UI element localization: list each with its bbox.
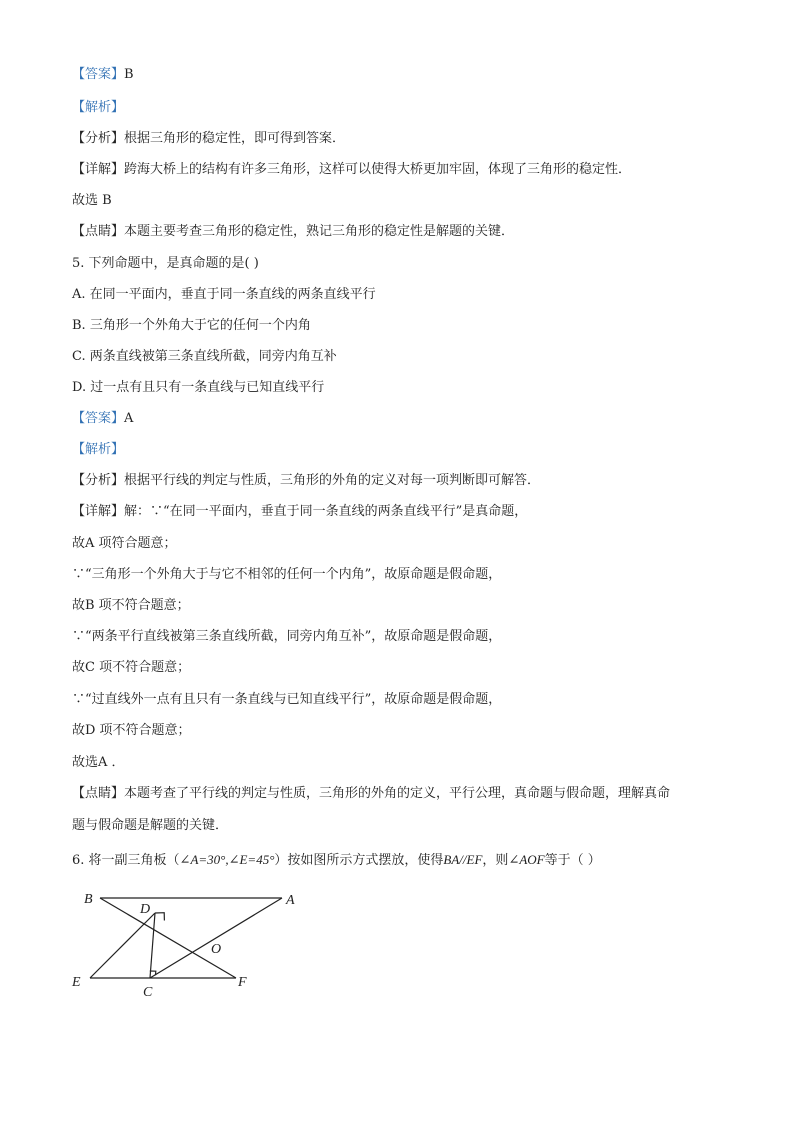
label-d: D bbox=[140, 902, 151, 917]
dianjing-text: 本题主要考查三角形的稳定性，熟记三角形的稳定性是解题的关键． bbox=[124, 224, 515, 239]
q6-angle: ∠AOF bbox=[508, 852, 545, 867]
q5-option-d: D. 过一点有且只有一条直线与已知直线平行 bbox=[72, 380, 325, 395]
q6-stem-part-b: ）按如图所示方式摆放，使得 bbox=[274, 853, 444, 868]
label-f: F bbox=[238, 975, 247, 990]
q6-stem bbox=[72, 852, 601, 869]
q5-stem: 5. 下列命题中，是真命题的是( ) bbox=[72, 256, 259, 271]
q4-fenxi-line bbox=[72, 131, 345, 147]
q5-answer-line bbox=[72, 411, 133, 427]
analysis-tag: 【解析】 bbox=[72, 442, 125, 457]
xiangjie-text: 跨海大桥上的结构有许多三角形，这样可以使得大桥更加牢固，体现了三角形的稳定性． bbox=[124, 162, 632, 177]
q6-stem-part-d: 等于（ ） bbox=[544, 853, 601, 868]
label-b: B bbox=[84, 892, 93, 907]
dianjing-text: 本题考查了平行线的判定与性质，三角形的外角的定义，平行公理，真命题与假命题，理解真命 bbox=[124, 786, 671, 801]
q5-detail-line-8: 故选A ． bbox=[72, 755, 125, 770]
xiangjie-text: 解：∵“在同一平面内，垂直于同一条直线的两条直线平行”是真命题， bbox=[124, 504, 528, 519]
analysis-tag: 【解析】 bbox=[72, 100, 125, 115]
answer-value: A bbox=[124, 411, 134, 426]
q4-dianjing-line bbox=[72, 224, 514, 240]
answer-value: B bbox=[124, 67, 134, 82]
q5-detail-line-6: ∵“过直线外一点有且只有一条直线与已知直线平行”，故原命题是假命题， bbox=[72, 692, 502, 707]
label-c: C bbox=[143, 985, 153, 1000]
fenxi-tag: 【分析】 bbox=[72, 131, 125, 146]
answer-tag: 【答案】 bbox=[72, 411, 125, 426]
fenxi-text: 根据平行线的判定与性质，三角形的外角的定义对每一项判断即可解答． bbox=[124, 473, 541, 488]
q5-detail-line-5: 故C 项不符合题意； bbox=[72, 660, 191, 675]
segment-bf bbox=[100, 898, 236, 978]
q6-parallel: BA//EF bbox=[443, 852, 483, 867]
q5-option-a: A. 在同一平面内，垂直于同一条直线的两条直线平行 bbox=[72, 287, 376, 302]
label-e: E bbox=[72, 975, 81, 990]
q4-xiangjie-line bbox=[72, 162, 631, 178]
q6-angles: ∠A=30°,∠E=45° bbox=[179, 852, 275, 867]
xiangjie-tag: 【详解】 bbox=[72, 162, 125, 177]
xiangjie-tag: 【详解】 bbox=[72, 504, 125, 519]
answer-tag: 【答案】 bbox=[72, 67, 125, 82]
fenxi-tag: 【分析】 bbox=[72, 473, 125, 488]
q5-analysis-heading bbox=[72, 442, 124, 458]
q5-dianjing-line-2: 题与假命题是解题的关键． bbox=[72, 818, 229, 833]
q5-detail-line-2: ∵“三角形一个外角大于与它不相邻的任何一个内角”，故原命题是假命题， bbox=[72, 567, 502, 582]
q6-stem-part-a: 6. 将一副三角板（ bbox=[72, 853, 180, 868]
q6-stem-part-c: ，则 bbox=[482, 853, 509, 868]
dianjing-tag: 【点睛】 bbox=[72, 224, 125, 239]
label-a: A bbox=[286, 893, 295, 908]
segment-ed bbox=[90, 913, 155, 978]
q5-detail-line-1: 故A 项符合题意； bbox=[72, 536, 177, 551]
q4-answer-line bbox=[72, 67, 134, 83]
q5-detail-line-4: ∵“两条平行直线被第三条直线所截，同旁内角互补”，故原命题是假命题， bbox=[72, 629, 502, 644]
dianjing-tag: 【点睛】 bbox=[72, 786, 125, 801]
segment-dc bbox=[150, 913, 155, 978]
q5-xiangjie-line bbox=[72, 504, 527, 520]
segment-ac bbox=[150, 898, 282, 978]
q5-detail-line-7: 故D 项不符合题意； bbox=[72, 723, 191, 738]
q5-detail-line-3: 故B 项不符合题意； bbox=[72, 598, 190, 613]
q5-option-c: C. 两条直线被第三条直线所截，同旁内角互补 bbox=[72, 349, 337, 364]
q5-fenxi-line bbox=[72, 473, 540, 489]
q5-option-b: B. 三角形一个外角大于它的任何一个内角 bbox=[72, 318, 311, 333]
label-o: O bbox=[211, 942, 222, 957]
q4-analysis-heading bbox=[72, 100, 124, 116]
q4-choice-line: 故选 B bbox=[72, 193, 112, 208]
fenxi-text: 根据三角形的稳定性，即可得到答案． bbox=[124, 131, 346, 146]
right-angle-mark-d bbox=[155, 913, 164, 921]
right-angle-mark-c bbox=[150, 971, 156, 975]
q5-dianjing-line bbox=[72, 786, 670, 802]
